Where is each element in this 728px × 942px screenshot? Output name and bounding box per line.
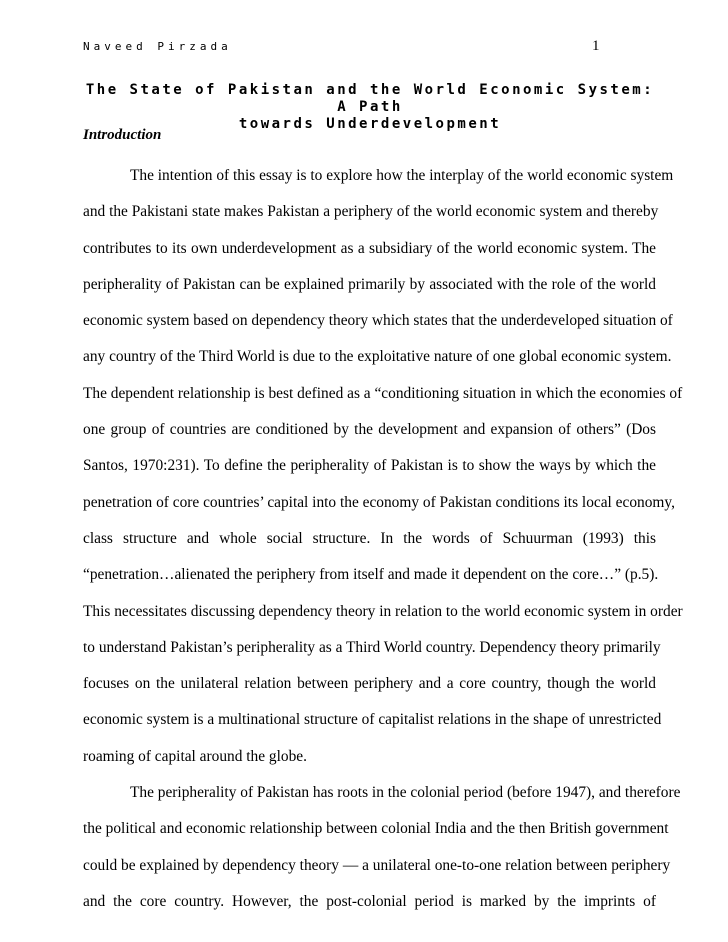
text-line: The peripherality of Pakistan has roots in the colonial period (before 1947), and therefore [130,784,681,802]
paragraph-2 [83,775,681,920]
text-line: roaming of capital around the globe. [83,747,307,765]
text-line: one group of countries are conditioned by the development and expansion of others” (Dos [83,421,656,439]
text-line: This necessitates discussing dependency theory in relation to the world economic system in order [83,602,683,620]
running-header-author: Naveed Pirzada [83,40,232,53]
document-title [80,82,660,133]
text-line: peripherality of Pakistan can be explained primarily by associated with the role of the world [83,275,656,293]
paragraph-1 [83,158,683,775]
text-line: Santos, 1970:231). To define the peripherality of Pakistan is to show the ways by which the [83,457,656,475]
title-line-2: towards Underdevelopment [238,116,502,132]
text-line: penetration of core countries’ capital into the economy of Pakistan conditions its local economy, [83,493,675,511]
text-line: The intention of this essay is to explore how the interplay of the world economic system [130,167,674,184]
section-heading-introduction: Introduction [83,127,162,143]
text-line: the political and economic relationship between colonial India and the then British government [83,820,669,838]
text-line: economic system based on dependency theory which states that the underdeveloped situation of [83,312,673,330]
text-line: The dependent relationship is best defined as a “conditioning situation in which the economies of [83,384,683,402]
text-line: and the Pakistani state makes Pakistan a periphery of the world economic system and thereby [83,203,659,221]
text-line: contributes to its own underdevelopment as a subsidiary of the world economic system. The [83,239,656,257]
text-line: to understand Pakistan’s peripherality as a Third World country. Dependency theory primarily [83,638,661,656]
text-line: economic system is a multinational structure of capitalist relations in the shape of unrestricted [83,711,662,729]
text-line: any country of the Third World is due to the exploitative nature of one global economic system. [83,348,672,366]
text-line: class structure and whole social structure. In the words of Schuurman (1993) this [83,529,656,547]
text-line: focuses on the unilateral relation between periphery and a core country, though the world [83,675,656,693]
page-number: 1 [592,38,600,54]
title-line-1: The State of Pakistan and the World Economic System: A Path [85,82,655,115]
text-line: and the core country. However, the post-colonial period is marked by the imprints of [83,892,656,910]
body-text [83,158,683,920]
text-line: could be explained by dependency theory — a unilateral one-to-one relation between periphery [83,856,671,874]
text-line: “penetration…alienated the periphery from itself and made it dependent on the core…” (p.5). [83,566,659,584]
